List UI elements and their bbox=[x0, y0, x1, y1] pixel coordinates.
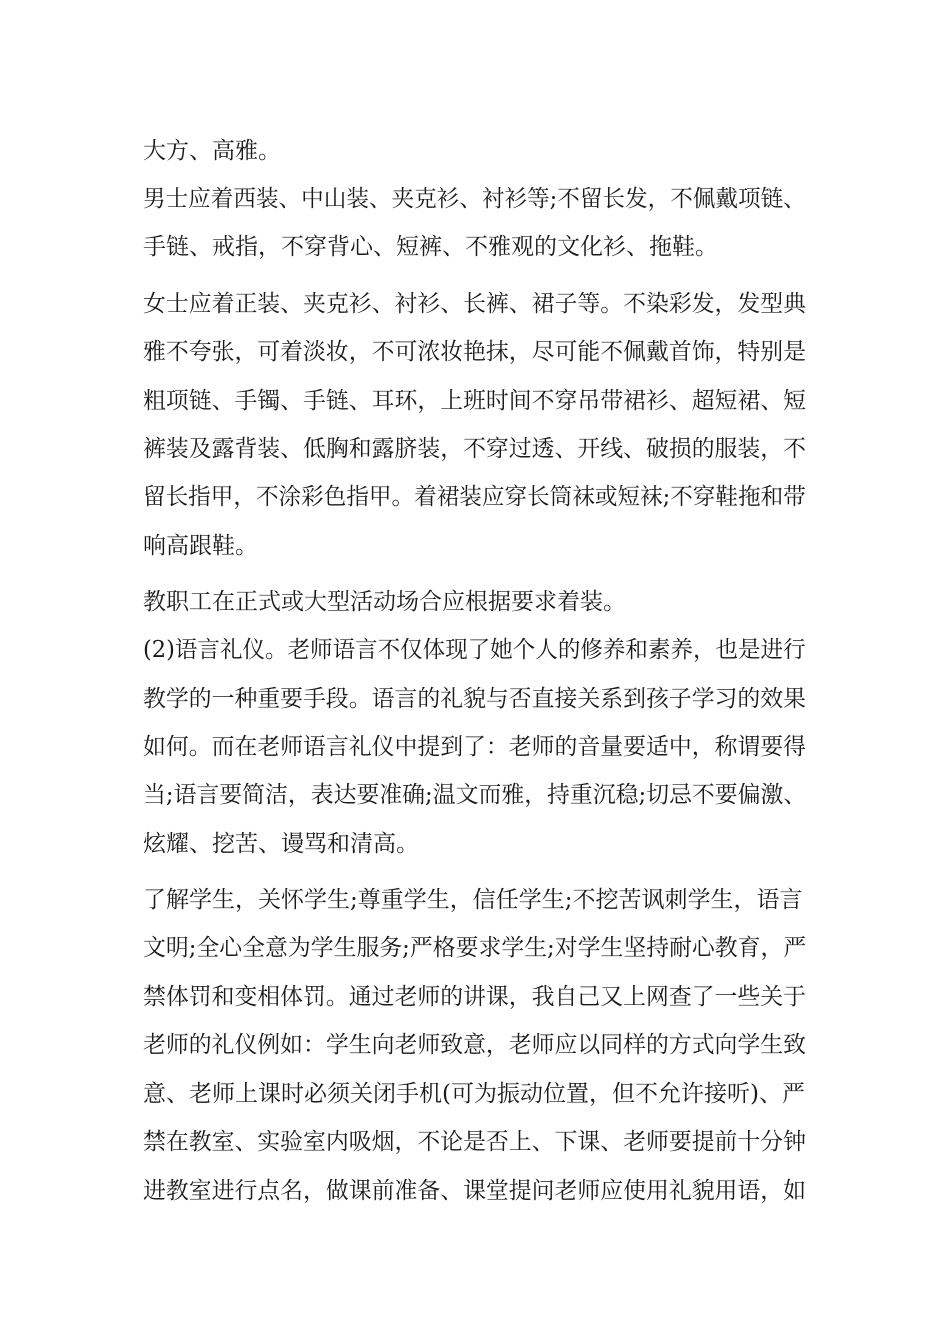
text-line: 教学的一种重要手段。语言的礼貌与否直接关系到孩子学习的效果 bbox=[143, 686, 806, 712]
text-line: 大方、高雅。 bbox=[143, 138, 281, 164]
text-line: 老师的礼仪例如：学生向老师致意，老师应以同样的方式向学生致 bbox=[143, 1032, 806, 1058]
text-line: 禁体罚和变相体罚。通过老师的讲课，我自己又上网查了一些关于 bbox=[143, 984, 806, 1010]
text-line: 禁在教室、实验室内吸烟，不论是否上、下课、老师要提前十分钟 bbox=[143, 1129, 806, 1155]
text-line: 教职工在正式或大型活动场合应根据要求着装。 bbox=[143, 589, 626, 615]
text-line: 响高跟鞋。 bbox=[143, 533, 258, 559]
text-line: 如何。而在老师语言礼仪中提到了：老师的音量要适中，称谓要得 bbox=[143, 734, 806, 760]
text-line: 意、老师上课时必须关闭手机(可为振动位置，但不允许接听)、严 bbox=[143, 1081, 805, 1107]
text-line: 雅不夸张，可着淡妆，不可浓妆艳抹，尽可能不佩戴首饰，特别是 bbox=[143, 339, 806, 365]
text-line: (2)语言礼仪。老师语言不仅体现了她个人的修养和素养，也是进行 bbox=[143, 637, 806, 663]
text-line: 文明;全心全意为学生服务;严格要求学生;对学生坚持耐心教育，严 bbox=[143, 935, 807, 961]
text-line: 当;语言要简洁，表达要准确;温文而雅，持重沉稳;切忌不要偏激、 bbox=[143, 782, 807, 808]
text-line: 进教室进行点名，做课前准备、课堂提问老师应使用礼貌用语，如 bbox=[143, 1178, 806, 1204]
text-line: 了解学生，关怀学生;尊重学生，信任学生;不挖苦讽刺学生，语言 bbox=[143, 887, 803, 913]
text-line: 粗项链、手镯、手链、耳环，上班时间不穿吊带裙衫、超短裙、短 bbox=[143, 388, 806, 414]
text-line: 男士应着西装、中山装、夹克衫、衬衫等;不留长发，不佩戴项链、 bbox=[143, 186, 806, 212]
text-line: 留长指甲，不涂彩色指甲。着裙装应穿长筒袜或短袜;不穿鞋拖和带 bbox=[143, 484, 806, 510]
text-line: 女士应着正装、夹克衫、衬衫、长裤、裙子等。不染彩发，发型典 bbox=[143, 291, 806, 317]
text-line: 裤装及露背装、低胸和露脐装，不穿过透、开线、破损的服装，不 bbox=[143, 436, 806, 462]
text-line: 炫耀、挖苦、谩骂和清高。 bbox=[143, 831, 419, 857]
text-line: 手链、戒指，不穿背心、短裤、不雅观的文化衫、拖鞋。 bbox=[143, 234, 718, 260]
